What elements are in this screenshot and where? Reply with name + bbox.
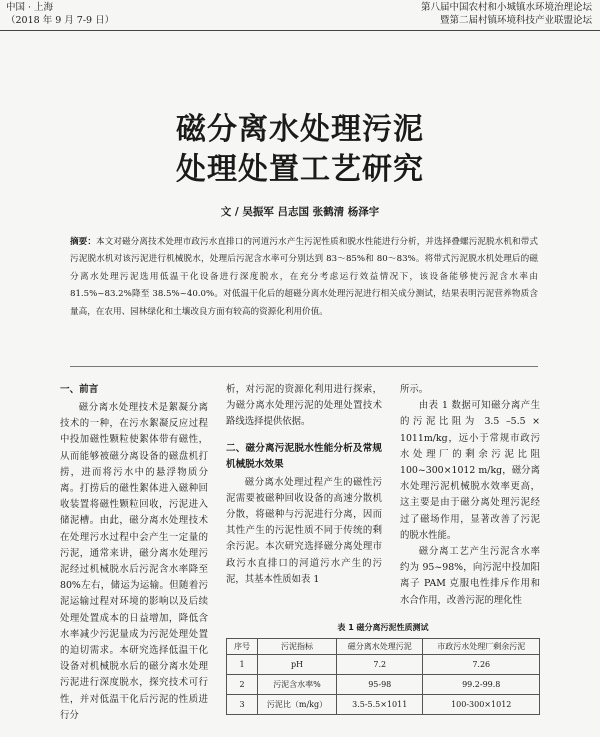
table-row — [227, 655, 540, 675]
table-caption: 表 1 磁分离污泥性质测试 — [337, 623, 429, 632]
table-cell: 99.2-99.8 — [423, 675, 540, 695]
title-line-1: 磁分离水处理污泥 — [176, 112, 424, 147]
header-right — [421, 1, 592, 27]
moisture-paragraph: 磁分离工艺产生污泥含水率约为 95~98%，向污泥中投加阳离子 PAM 克服电性排斥作用和水合作用，改善污泥的理化性 — [400, 546, 540, 606]
table-row — [227, 695, 540, 715]
resistance-paragraph: 由表 1 数据可知磁分离产生的污泥比阻为 3.5 –5.5 × 1011m/kg，远小于常规市政污水处理厂的剩余污泥比阻 100~300×1012 m/kg，磁分离水处理污泥机械脱水效率更高，这主要是由于磁分离处理污泥经过了磁场作用，显著改善了污泥的脱水性能。 — [400, 400, 540, 541]
table-header-cell: 序号 — [227, 639, 258, 655]
section-heading-introduction: 一、前言 — [60, 384, 99, 395]
table-header-row — [227, 639, 540, 655]
table-cell: 3 — [227, 695, 258, 715]
table-cell: 7.26 — [423, 655, 540, 675]
table-cell: 2 — [227, 675, 258, 695]
column-1 — [60, 382, 208, 724]
table-header-cell: 污泥指标 — [258, 639, 337, 655]
paper-title — [0, 110, 600, 190]
abstract-divider — [70, 366, 538, 367]
table-cell: 污泥含水率% — [258, 675, 337, 695]
abstract — [70, 234, 538, 321]
header-location: 中国 · 上海 — [6, 2, 54, 13]
abstract-text: 本文对磁分离技术处理市政污水直排口的河道污水产生污泥性质和脱水性能进行分析，并选择叠螺污泥脱水机和带式污泥脱水机对该污泥进行机械脱水，处理后污泥含水率可分别达到 83～85%和 80～83%。将带式污泥脱水机处理后的磁分离水处理污泥选用低温干化设备进行深度脱水，在充分考虑运行效益情况下，该设备能够使污泥含水率由 81.5%~83.2%降至 38.5%~40.0%。对低温干化后的超磁分离水处理污泥进行相关成分测试，结果表明污泥营养物质含量高，在农用、园林绿化和土壤改良方面有较高的资源化利用价值。 — [70, 237, 538, 317]
header-divider — [0, 30, 600, 31]
table-cell: pH — [258, 655, 337, 675]
table-cell: 7.2 — [337, 655, 423, 675]
abstract-label: 摘要： — [70, 237, 97, 247]
header-left — [6, 1, 114, 27]
running-header — [0, 0, 600, 30]
table-cell: 1 — [227, 655, 258, 675]
table-row — [227, 675, 540, 695]
introduction-paragraph: 磁分离水处理技术是絮凝分离技术的一种，在污水絮凝反应过程中投加磁性颗粒使絮体带有磁性，从而能够被磁分离设备的磁盘机打捞，进而将污水中的悬浮物质分离。打捞后的磁性絮体进入磁种回收装置将磁性颗粒回收，污泥进入储泥槽。由此，磁分离水处理技术在处理污水过程中会产生一定量的污泥，通常来讲，磁分离水处理污泥经过机械脱水后污泥含水率降至 80%左右，储运为运输。但随着污泥运输过程对环境的影响以及后续处理处置成本的日益增加，降低含水率减少污泥量成为污泥处理处置的迫切需求。本研究选择低温干化设备对机械脱水后的磁分离水处理污泥进行深度脱水，探究技术可行性，并对低温干化后污泥的性质进行分 — [60, 402, 208, 721]
dewatering-paragraph: 磁分离水处理过程产生的磁性污泥需要被磁种回收设备的高速分散机分散，将磁种与污泥进行分离，因而其性产生的污泥性质不同于传统的剩余污泥。本次研究选择磁分离处理市政污水直排口的河道污水产生的污泥，其基本性质如表 1 — [226, 476, 382, 585]
table-cell: 污泥比（m/kg） — [258, 695, 337, 715]
introduction-paragraph-continued: 析，对污泥的资源化利用进行探索，为磁分离水处理污泥的处理处置技术路线选择提供依据。 — [226, 384, 382, 428]
header-forum-title: 第八届中国农村和小城镇水环境治理论坛 — [420, 2, 592, 13]
table-cell: 3.5-5.5×1011 — [337, 695, 423, 715]
sludge-property-table — [226, 638, 540, 715]
table-header-cell: 磁分离水处理污泥 — [337, 639, 423, 655]
table-cell: 95-98 — [337, 675, 423, 695]
section-heading-dewatering: 二、磁分离污泥脱水性能分析及常规机械脱水效果 — [226, 442, 382, 470]
column-2 — [226, 382, 382, 588]
authors: 文 / 吴振军 吕志国 张鹤清 杨泽宇 — [220, 206, 380, 218]
header-forum-subtitle: 暨第二届村镇环境科技产业联盟论坛 — [439, 15, 592, 26]
column-3 — [400, 382, 540, 609]
title-line-2: 处理处置工艺研究 — [176, 152, 424, 187]
table-cell: 100-300×1012 — [423, 695, 540, 715]
table-header-cell: 市政污水处理厂剩余污泥 — [423, 639, 540, 655]
header-date: （2018 年 9 月 7-9 日） — [6, 15, 115, 26]
dewatering-paragraph-continued: 所示。 — [400, 384, 429, 395]
